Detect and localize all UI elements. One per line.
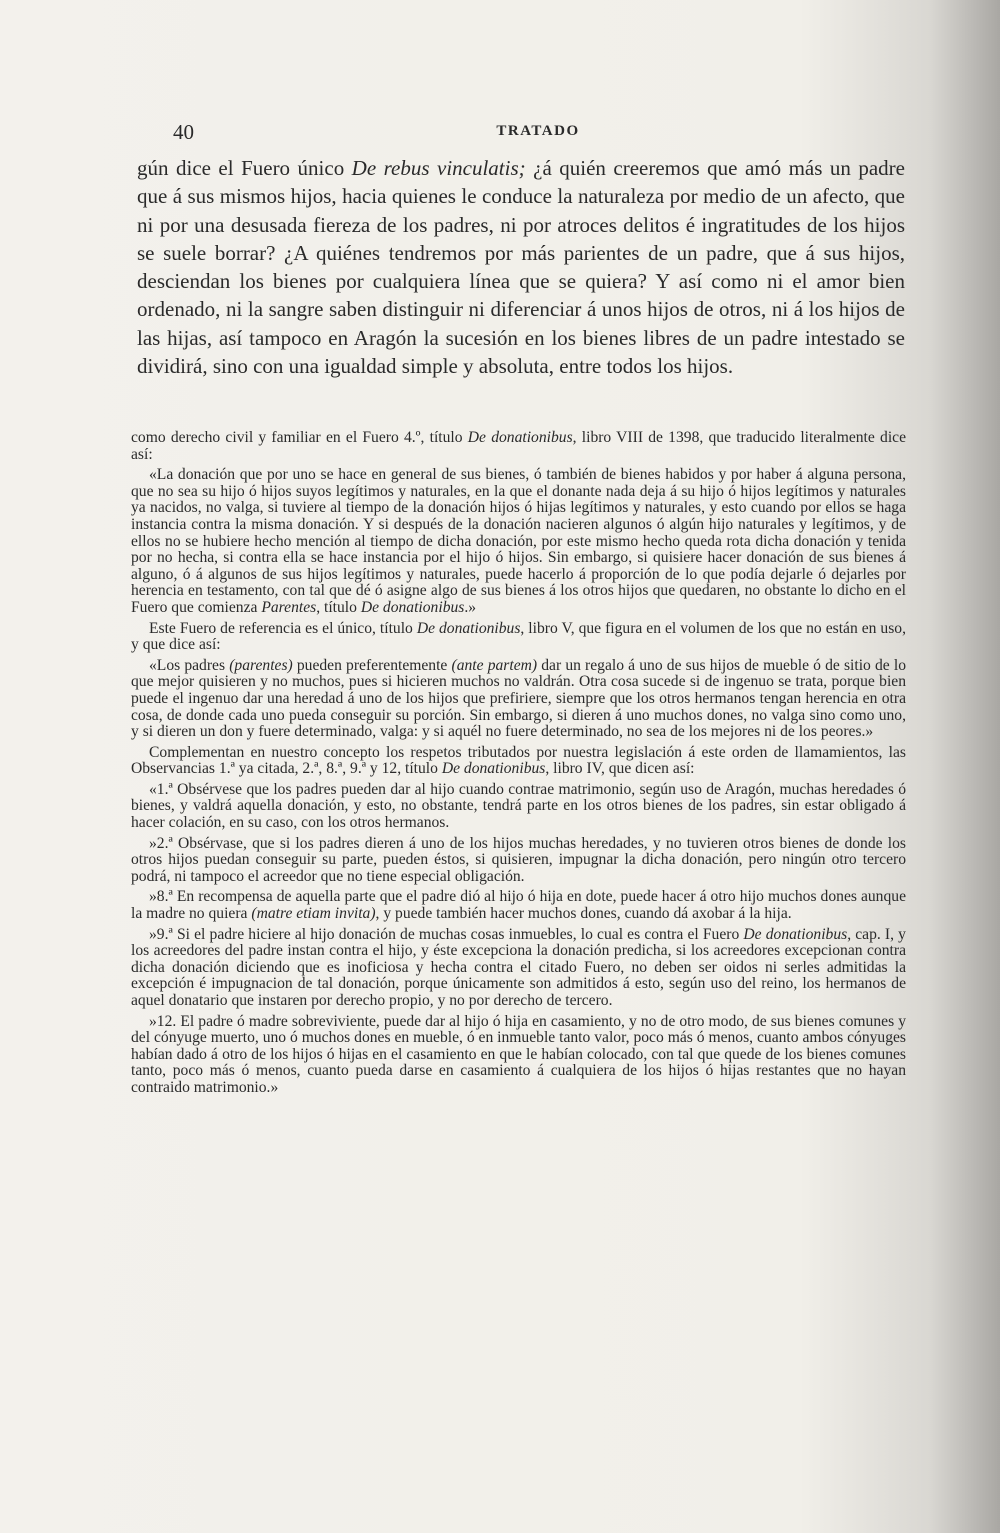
note-paragraph bbox=[131, 836, 906, 886]
text-run: , libro VIII de 1398, que traducido literalmente dice así: bbox=[131, 429, 906, 463]
italic-text: (parentes) bbox=[229, 656, 293, 674]
note-paragraph bbox=[131, 1014, 906, 1097]
italic-text: De donationibus bbox=[743, 925, 848, 943]
text-run: ¿á quién creeremos que amó más un padre que á sus mismos hijos, hacia quienes le conduce la naturaleza por medio de un afecto, que ni por una desusada fiereza de los padres, ni por atroces delitos é ingratitudes de los hijos se suele borrar? ¿A quiénes tendremos por más parientes de un padre, que á sus hijos, desciendan los bienes por cualquiera línea que se quiera? Y así como ni el amor bien ordenado, ni la sangre saben distinguir ni diferenciar á unos hijos de otros, ni á los hijos de las hijas, así tampoco en Aragón la sucesión en los bienes libres de un padre intestado se dividirá, sino con una igualdad simple y absoluta, entre todos los hijos. bbox=[137, 156, 905, 379]
text-run: «1.ª Obsérvese que los padres pueden dar al hijo cuando contrae matrimonio, según uso de Aragón, muchas heredades ó bienes, y valdrá aquella donación, y esto, no obstante, tendrá parte en los otros bienes de los padres, sin estar obligado á hacer colación, en su caso, con los otros hermanos. bbox=[131, 780, 906, 832]
italic-text: De donationibus bbox=[441, 760, 546, 778]
italic-text: De donationibus bbox=[467, 429, 573, 446]
text-run: dar un regalo á uno de sus hijos de mueble ó de sitio de lo que mejor quisieren y no muchos, pues si hicieren muchos no valdrán. Otra cosa sucede si de ingenuo se trata, porque bien puede el ingenuo dar una heredad á uno de los hijos que prefiriere, siempre que los otros hermanos tengan herencia en otra cosa, de donde cada uno pueda conseguir su porción. Sin embargo, si dieren á uno muchos dones, no valga sino como uno, y si dieren un don y fuere determinado, valga: y si aquél no fuere determinado, no sea de los mejores ni de los peores.» bbox=[131, 656, 907, 741]
main-paragraph bbox=[137, 154, 905, 380]
note-paragraph bbox=[131, 745, 906, 778]
text-run: pueden preferentemente bbox=[292, 656, 452, 674]
running-title: TRATADO bbox=[496, 123, 580, 139]
text-run: gún dice el Fuero único bbox=[137, 156, 352, 180]
page-header bbox=[173, 120, 903, 146]
text-run: , cap. I, y los acreedores del padre instan contra el hijo, y éste excepciona la donación predicha, si los acreedores excepcionan contra dicha donación diciendo que es inoficiosa y hecha contra el citado Fuero, no deben ser oidos ni serles admitidas la excepción é impugnacion de tal donación, porque únicamente son admitidos á esto, según uso del reino, los hermanos de aquel donatario que instaren por derecho propio, y no por derecho de tercero. bbox=[131, 925, 906, 1009]
text-run: »9.ª Si el padre hiciere al hijo donación de muchas cosas inmuebles, lo cual es contra el Fuero bbox=[149, 925, 744, 943]
italic-text: De donationibus bbox=[360, 598, 465, 616]
text-run: , libro V, que figura en el volumen de los que no están en uso, y que dice así: bbox=[131, 619, 906, 654]
note-paragraph bbox=[131, 467, 906, 616]
text-run: Este Fuero de referencia es el único, título bbox=[149, 619, 417, 637]
text-run: , y puede también hacer muchos dones, cuando dá axobar á la hija. bbox=[375, 905, 792, 923]
note-paragraph bbox=[131, 430, 906, 463]
text-run: como derecho civil y familiar en el Fuero 4.º, título bbox=[131, 429, 468, 446]
text-run: »2.ª Obsérvase, que si los padres dieren á uno de los hijos muchas heredades, y no tuvieren otros bienes de donde los otros hijos puedan conseguir su parte, pueden éstos, si quisieren, impugnar la dicha donación, pero ningún otro tercero podrá, ni tampoco el acreedor que no tiene especial obligación. bbox=[131, 834, 906, 885]
italic-text: De donationibus bbox=[416, 619, 521, 637]
text-run: »8.ª En recompensa de aquella parte que el padre dió al hijo ó hija en dote, puede hacer á otro hijo muchos dones aunque la madre no quiera bbox=[131, 888, 906, 923]
main-text-block bbox=[137, 154, 905, 380]
notes-block bbox=[131, 430, 906, 1097]
note-paragraph bbox=[131, 621, 906, 654]
page-number: 40 bbox=[173, 120, 194, 144]
note-paragraph bbox=[131, 889, 906, 922]
italic-text: (ante partem) bbox=[451, 656, 538, 674]
note-paragraph bbox=[131, 782, 906, 832]
italic-text: Parentes bbox=[261, 598, 317, 616]
text-run: , título bbox=[316, 598, 361, 616]
italic-text: De rebus vinculatis; bbox=[351, 156, 526, 180]
text-run: «La donación que por uno se hace en general de sus bienes, ó también de bienes habidos y por haber á alguna persona, que no sea su hijo ó hijos suyos legítimos y naturales, en la que el donante nada deja á su hijo ó hijos legítimos y naturales ya nacidos, no valga, si tuviere al tiempo de la donación hijos ó hijas legítimos y naturales, y esto cuando por ellos se haga instancia contra la misma donación. Y si después de la donación nacieren algunos ó algún hijo naturales y legítimos, y de ellos no se hubiere hecho mención al tiempo de dicha donación, por este mismo hecho queda rota dicha donación y tenida por no hecha, si contra ella se hace instancia por el hijo ó hijos. Sin embargo, si quisiere hacer donación de sus bienes á alguno, ó á algunos de sus hijos legítimos y naturales, puede hacerlo á proporción de lo que podía dejarle ó dejarles por herencia en testamento, con tal que dé ó asigne algo de sus bienes á los otros hijos que quedaren, no obstante lo dicho en el Fuero que comienza bbox=[131, 466, 906, 616]
text-run: .» bbox=[464, 598, 477, 616]
text-run: , libro IV, que dicen así: bbox=[545, 760, 695, 778]
text-run: «Los padres bbox=[149, 656, 230, 674]
note-paragraph bbox=[131, 927, 906, 1010]
note-paragraph bbox=[131, 658, 906, 741]
text-run: »12. El padre ó madre sobreviviente, puede dar al hijo ó hija en casamiento, y no de otro modo, de sus bienes comunes y del cónyuge muerto, uno ó muchos dones en mueble, ó en inmueble tanto valor, poco más ó menos, cuanto ambos cónyuges habían dado á otro de los hijos ó hijas en el casamiento en que le habían colocado, con tal que quede de los bienes comunes tanto, poco más ó menos, cuanto pueda darse en casamiento á cualquiera de los hijos ó hijas restantes que no hayan contraido matrimonio.» bbox=[131, 1012, 906, 1096]
text-run: Complementan en nuestro concepto los respetos tributados por nuestra legislación á este orden de llamamientos, las Observancias 1.ª ya citada, 2.ª, 8.ª, 9.ª y 12, título bbox=[131, 743, 906, 778]
italic-text: (matre etiam invita) bbox=[251, 905, 376, 923]
